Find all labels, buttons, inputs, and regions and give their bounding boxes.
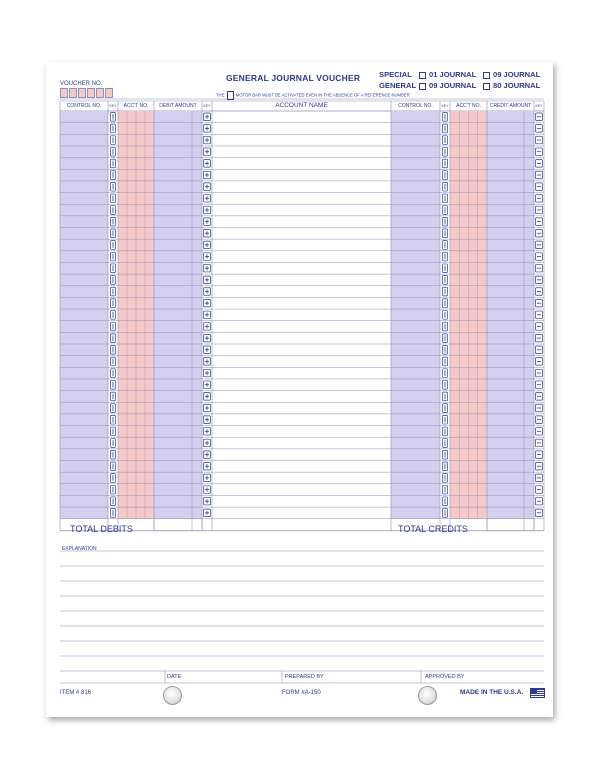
- voucher-digit-box[interactable]: [96, 88, 104, 98]
- checkbox-icon[interactable]: [483, 72, 490, 79]
- special-label: SPECIAL: [379, 70, 412, 79]
- form-number: FORM #A-150: [282, 690, 321, 696]
- header-credit-amount: CREDIT AMOUNT: [489, 103, 532, 109]
- control-no-right-column[interactable]: [391, 111, 440, 519]
- voucher-sheet: [46, 62, 553, 717]
- header-acct-no-right: ACC'T NO.: [456, 103, 481, 109]
- checkbox-icon[interactable]: [419, 72, 426, 79]
- general-09-journal-option[interactable]: 09 JOURNAL: [419, 81, 476, 90]
- motor-bar-icon: [227, 91, 234, 100]
- approved-by-label: APPROVED BY: [425, 674, 465, 680]
- special-09-journal-option[interactable]: 09 JOURNAL: [483, 70, 540, 79]
- header-acct-no-left: ACC'T NO.: [123, 103, 149, 109]
- header-control-no-right: CONTROL NO.: [398, 103, 433, 109]
- voucher-number-label: VOUCHER NO.: [60, 81, 103, 87]
- flag-icon: [530, 688, 545, 698]
- voucher-digit-box[interactable]: [78, 88, 86, 98]
- date-label: DATE: [167, 674, 182, 680]
- checkbox-icon[interactable]: [483, 83, 490, 90]
- general-80-journal-option[interactable]: 80 JOURNAL: [483, 81, 540, 90]
- voucher-digit-box[interactable]: [87, 88, 95, 98]
- voucher-number-field[interactable]: [60, 88, 114, 98]
- made-in-usa: MADE IN THE U.S.A.: [460, 689, 524, 696]
- total-debits-field[interactable]: [154, 519, 202, 531]
- total-debits-label: TOTAL DEBITS: [70, 524, 133, 534]
- credit-amount-column[interactable]: [487, 111, 534, 519]
- header-key-left: KEY: [109, 104, 117, 108]
- prepared-by-label: PREPARED BY: [285, 674, 324, 680]
- header-control-no-left: CONTROL NO.: [66, 103, 102, 109]
- voucher-digit-box[interactable]: [105, 88, 113, 98]
- checkbox-icon[interactable]: [419, 83, 426, 90]
- punch-hole-icon: [418, 686, 437, 705]
- motor-bar-note: THE MOTOR BAR MUST BE ACTIVATED EVEN IN THE ABSENCE OF A REFERENCE NUMBER: [216, 91, 410, 100]
- header-key-mid: KEY: [203, 104, 211, 108]
- punch-hole-icon: [163, 686, 182, 705]
- total-credits-field[interactable]: [487, 519, 534, 531]
- special-01-journal-option[interactable]: 01 JOURNAL: [419, 70, 476, 79]
- control-no-left-column[interactable]: [60, 111, 108, 519]
- general-label: GENERAL: [379, 81, 417, 90]
- total-credits-label: TOTAL CREDITS: [398, 524, 468, 534]
- header-account-name: ACCOUNT NAME: [275, 102, 328, 109]
- explanation-label: EXPLANATION: [62, 546, 97, 552]
- header-key-right: KEY: [441, 104, 449, 108]
- ledger-grid: [46, 62, 553, 717]
- header-key-end: KEY: [535, 104, 543, 108]
- item-number: ITEM # 816: [60, 690, 92, 696]
- voucher-digit-box[interactable]: [60, 88, 68, 98]
- voucher-digit-box[interactable]: [69, 88, 77, 98]
- debit-amount-column[interactable]: [154, 111, 202, 519]
- header-debit-amount: DEBIT AMOUNT: [159, 103, 197, 109]
- form-title: GENERAL JOURNAL VOUCHER: [226, 73, 361, 83]
